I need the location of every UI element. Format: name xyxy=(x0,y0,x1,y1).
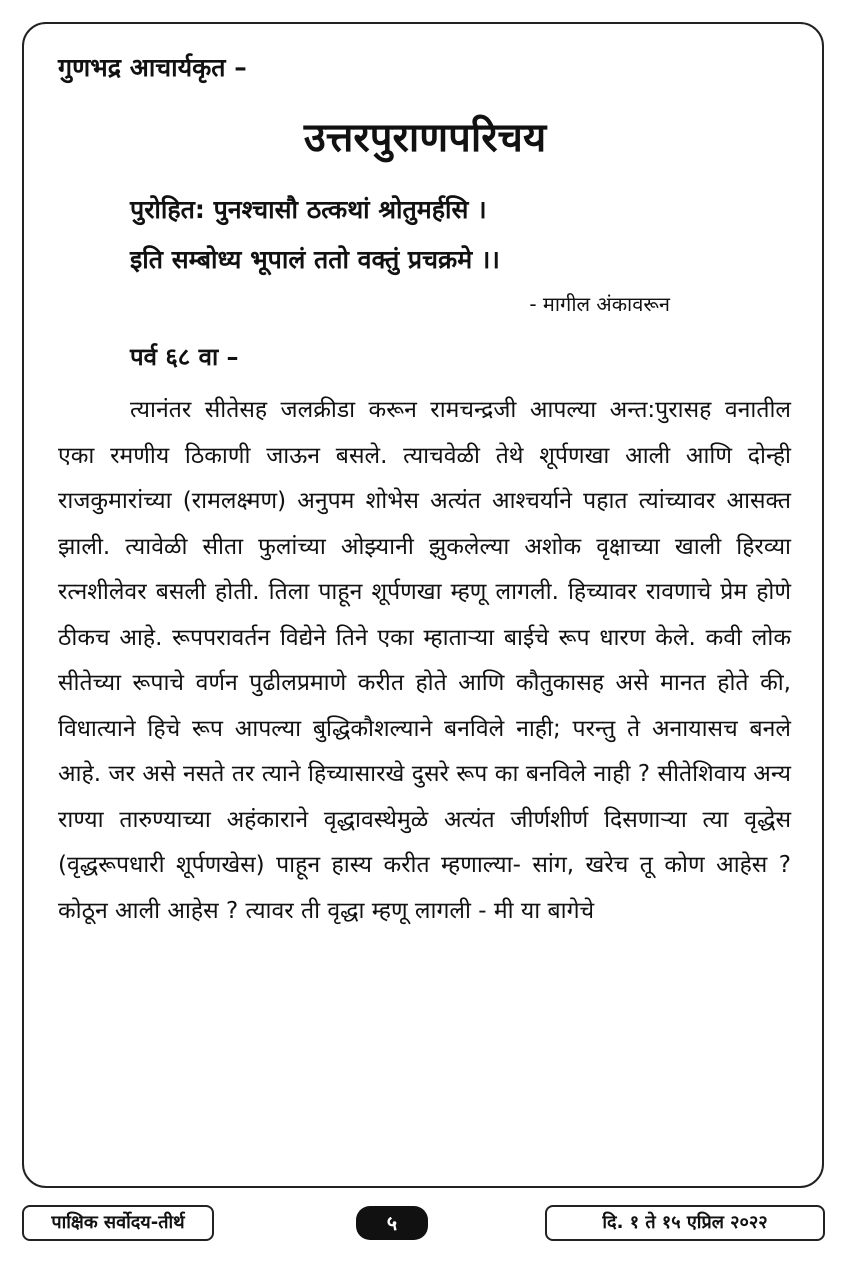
page-title: उत्तरपुराणपरिचय xyxy=(303,115,547,161)
author-line: गुणभद्र आचार्यकृत – xyxy=(58,53,247,82)
issue-date: दि. १ ते १५ एप्रिल २०२२ xyxy=(545,1205,825,1241)
verse-line-2: इति सम्बोध्य भूपालं ततो वक्तुं प्रचक्रमे ।। xyxy=(130,245,500,274)
body-paragraph: त्यानंतर सीतेसह जलक्रीडा करून रामचन्द्रजी आपल्या अन्त:पुरासह वनातील एका रमणीय ठिकाणी जाऊन बसले. त्याचवेळी तेथे शूर्पणखा आली आणि दोन्ही राजकुमारांच्या (रामलक्ष्मण) अनुपम शोभेस अत्यंत आश्चर्याने पहात त्यांच्यावर आसक्त झाली. त्यावेळी सीता फुलांच्या ओझ्यानी झुकलेल्या अशोक वृक्षाच्या खाली हिरव्या रत्नशीलेवर बसली होती. तिला पाहून शूर्पणखा म्हणू लागली. हिच्यावर रावणाचे प्रेम होणे ठीकच आहे. रूपपरावर्तन विद्येने तिने एका म्हाताऱ्या बाईचे रूप धारण केले. कवी लोक सीतेच्या रूपाचे वर्णन पुढीलप्रमाणे करीत होते आणि कौतुकासह असे मानत होते की, विधात्याने हिचे रूप आपल्या बुद्धिकौशल्याने बनविले नाही; परन्तु ते अनायासच बनले आहे. जर असे नसते तर त्याने हिच्यासारखे दुसरे रूप का बनविले नाही ? सीतेशिवाय अन्य राण्या तारुण्याच्या अहंकाराने वृद्धावस्थेमुळे अत्यंत जीर्णशीर्ण दिसणाऱ्या त्या वृद्धेस (वृद्धरूपधारी शूर्पणखेस) पाहून हास्य करीत म्हणाल्या- सांग, खरेच तू कोण आहेस ? कोठून आली आहेस ? त्यावर ती वृद्धा म्हणू लागली - मी या बागेचे xyxy=(58,397,791,924)
page-number: ५ xyxy=(356,1206,428,1240)
verse-line-1: पुरोहित: पुनश्चासौ ठत्कथां श्रोतुमर्हसि । xyxy=(130,195,487,224)
section-heading: पर्व ६८ वा – xyxy=(130,343,239,371)
publication-name: पाक्षिक सर्वोदय-तीर्थ xyxy=(22,1205,214,1241)
continuation-note: - मागील अंकावरून xyxy=(529,292,670,316)
